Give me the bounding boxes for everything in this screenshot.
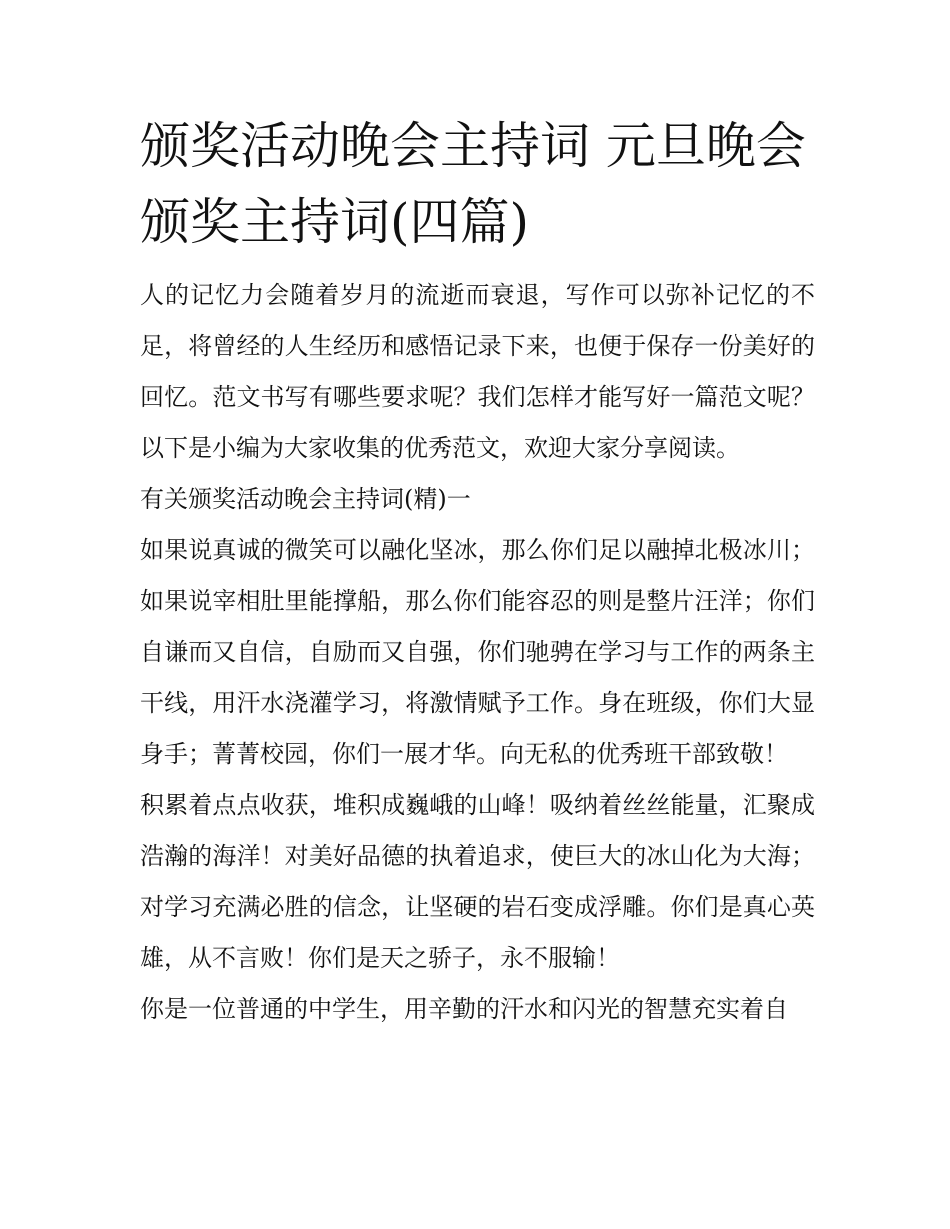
- body-paragraph-3: 你是一位普通的中学生，用辛勤的汗水和闪光的智慧充实着自: [140, 995, 788, 1023]
- section-heading: 有关颁奖活动晚会主持词(精)一: [140, 485, 471, 513]
- document-page: [140, 108, 815, 1035]
- body-paragraph-1: 如果说真诚的微笑可以融化坚冰，那么你们足以融掉北极冰川；如果说宰相肚里能撑船，那么你们能容忍的则是整片汪洋；你们自谦而又自信，自励而又自强，你们驰骋在学习与工作的两条主干线，用汗水浇灌学习，将激情赋予工作。身在班级，你们大显身手；菁菁校园，你们一展才华。向无私的优秀班干部致敬！: [140, 536, 815, 768]
- intro-paragraph: 人的记忆力会随着岁月的流逝而衰退，写作可以弥补记忆的不足，将曾经的人生经历和感悟记录下来，也便于保存一份美好的回忆。范文书写有哪些要求呢？我们怎样才能写好一篇范文呢？以下是小编为大家收集的优秀范文，欢迎大家分享阅读。: [140, 281, 815, 462]
- document-title: 颁奖活动晚会主持词 元旦晚会颁奖主持词(四篇): [140, 117, 806, 251]
- body-paragraph-2: 积累着点点收获，堆积成巍峨的山峰！吸纳着丝丝能量，汇聚成浩瀚的海洋！对美好品德的执着追求，使巨大的冰山化为大海；对学习充满必胜的信念，让坚硬的岩石变成浮雕。你们是真心英雄，从不言败！你们是天之骄子，永不服输！: [140, 791, 815, 972]
